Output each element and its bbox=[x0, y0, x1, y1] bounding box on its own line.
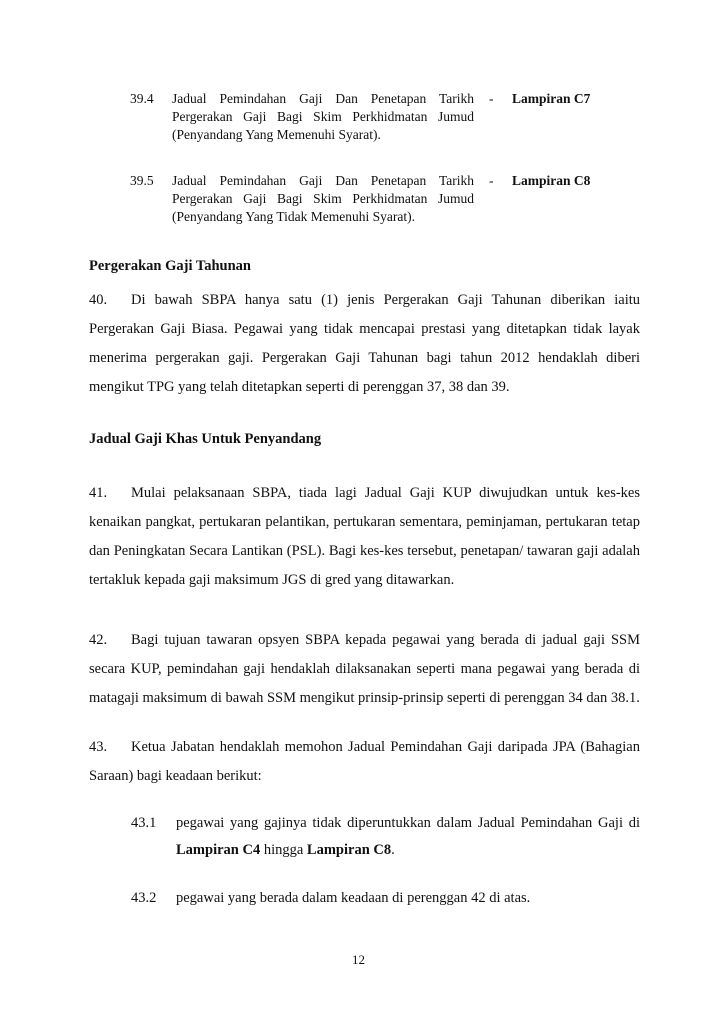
item-reference: Lampiran C7 bbox=[512, 91, 591, 106]
paragraph-number: 42. bbox=[89, 632, 108, 648]
paragraph-text: Bagi tujuan tawaran opsyen SBPA kepada pegawai yang berada di jadual gaji SSM secara KUP, pemindahan gaji hendaklah dilaksanakan seperti mana pegawai yang berada di matagaji maksimum di bawah SSM mengikut prinsip-prinsip seperti di perenggan 34 dan 38.1. bbox=[89, 632, 640, 706]
item-number: 39.4 bbox=[130, 91, 154, 106]
paragraph-number: 40. bbox=[89, 292, 108, 308]
paragraph-text: Di bawah SBPA hanya satu (1) jenis Pergerakan Gaji Tahunan diberikan iaitu Pergerakan Gaji Biasa. Pegawai yang tidak mencapai prestasi yang ditetapkan tidak layak menerima pergerakan gaji. Pergerakan Gaji Tahunan bagi tahun 2012 hendaklah diberi mengikut TPG yang telah ditetapkan seperti di perenggan 37, 38 dan 39. bbox=[89, 292, 640, 395]
paragraph-40 bbox=[89, 286, 640, 402]
sub-item-text: pegawai yang berada dalam keadaan di perenggan 42 di atas. bbox=[176, 890, 531, 906]
sub-item-text-part: pegawai yang gajinya tidak diperuntukkan dalam Jadual Pemindahan Gaji di bbox=[176, 815, 640, 831]
item-text: Jadual Pemindahan Gaji Dan Penetapan Tarikh Pergerakan Gaji Bagi Skim Perkhidmatan Jumud (Penyandang Yang Memenuhi Syarat). bbox=[172, 91, 474, 142]
page-number: 12 bbox=[352, 952, 365, 967]
paragraph-text: Ketua Jabatan hendaklah memohon Jadual Pemindahan Gaji daripada JPA (Bahagian Saraan) bagi keadaan berikut: bbox=[89, 739, 640, 784]
section-heading-jadual-gaji-khas: Jadual Gaji Khas Untuk Penyandang bbox=[89, 431, 322, 447]
sub-item-text-part: hingga bbox=[260, 842, 307, 858]
list-item-39-4 bbox=[120, 90, 640, 146]
lampiran-reference: Lampiran C8 bbox=[306, 842, 392, 858]
paragraph-41 bbox=[89, 479, 640, 595]
item-dash: - bbox=[489, 91, 494, 106]
sub-item-number: 43.2 bbox=[131, 890, 157, 906]
paragraph-42 bbox=[89, 626, 640, 713]
sub-item-text-part: . bbox=[391, 842, 395, 858]
sub-item-number: 43.1 bbox=[131, 815, 157, 831]
paragraph-number: 43. bbox=[89, 739, 108, 755]
item-text: Jadual Pemindahan Gaji Dan Penetapan Tarikh Pergerakan Gaji Bagi Skim Perkhidmatan Jumud (Penyandang Yang Tidak Memenuhi Syarat). bbox=[172, 173, 474, 224]
list-item-39-5 bbox=[120, 172, 640, 228]
item-number: 39.5 bbox=[130, 173, 154, 188]
paragraph-number: 41. bbox=[89, 485, 108, 501]
paragraph-text: Mulai pelaksanaan SBPA, tiada lagi Jadual Gaji KUP diwujudkan untuk kes-kes kenaikan pangkat, pertukaran pelantikan, pertukaran sementara, peminjaman, pertukaran tetap dan Peningkatan Secara Lantikan (PSL). Bagi kes-kes tersebut, penetapan/ tawaran gaji adalah tertakluk kepada gaji maksimum JGS di gred yang ditawarkan. bbox=[89, 485, 640, 588]
lampiran-reference: Lampiran C4 bbox=[176, 842, 261, 858]
item-reference: Lampiran C8 bbox=[512, 173, 591, 188]
sub-item-text bbox=[176, 810, 640, 864]
item-dash: - bbox=[489, 173, 494, 188]
paragraph-43 bbox=[89, 733, 640, 791]
section-heading-pergerakan-gaji: Pergerakan Gaji Tahunan bbox=[89, 258, 251, 274]
